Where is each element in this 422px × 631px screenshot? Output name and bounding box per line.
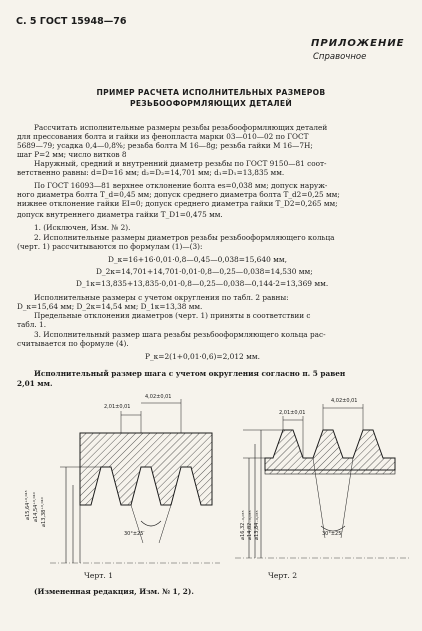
- p3-line-4: допуск внутреннего диаметра гайки T_D1=0,475 мм.: [17, 210, 223, 219]
- fig2-d1-dim: ⌀13,84₋₀,₀₃₅: [254, 510, 260, 540]
- fig2-d-dim: ⌀16,32₋₀,₀₃₅: [240, 510, 246, 540]
- fig1-d1-dim: ⌀13,38⁺⁰·⁰⁴⁰: [41, 497, 47, 527]
- p3-line-1: По ГОСТ 16093—81 верхнее отклонение болта es=0,038 мм; допуск наруж-: [34, 181, 328, 190]
- p4-line-2: D_к=15,64 мм; D_2к=14,54 мм; D_1к=13,38 мм.: [17, 302, 203, 311]
- p1-line-3: 5689—79; усадка 0,4—0,8%; резьба болта М 16—8g; резьба гайки М 16—7H;: [17, 141, 313, 150]
- p2-line-1: Наружный, средний и внутренний диаметр резьбы по ГОСТ 9150—81 соот-: [34, 159, 327, 168]
- appendix-type: Справочное: [313, 52, 367, 62]
- note-1: 1. (Исключен, Изм. № 2).: [34, 223, 131, 232]
- p1-line-1: Рассчитать исполнительные размеры резьбы резьбооформляющих деталей: [34, 123, 328, 132]
- fig1-caption: Черт. 1: [84, 571, 114, 580]
- p3-line-3: нижнее отклонение гайки EI=0; допуск среднего диаметра гайки T_D2=0,265 мм;: [17, 199, 338, 208]
- formula-4: P_к=2(1+0,01·0,6)=2,012 мм.: [145, 352, 260, 361]
- fig2-span-dim: 4,02±0,01: [331, 398, 358, 404]
- p1-line-2: для прессования болта и гайки из фенопласта марки 03—010—02 по ГОСТ: [17, 132, 309, 141]
- formula-3: D_1к=13,835+13,835·0,01·0,8—0,25—0,038—0,144·2=13,369 мм.: [76, 279, 329, 288]
- fig2-pitch-dim: 2,01±0,01: [279, 410, 306, 416]
- page-code: С. 5 ГОСТ 15948—76: [16, 16, 127, 27]
- title-line-2: РЕЗЬБООФОРМЛЯЮЩИХ ДЕТАЛЕЙ: [129, 99, 293, 108]
- p1-line-4: шаг P=2 мм; число витков 8: [17, 150, 127, 159]
- fig1-angle-dim: 30°±25′: [124, 531, 145, 537]
- title-line-1: ПРИМЕР РАСЧЕТА ИСПОЛНИТЕЛЬНЫХ РАЗМЕРОВ: [96, 88, 326, 97]
- item3-line-1: 3. Исполнительный размер шага резьбы резьбооформляющего кольца рас-: [34, 330, 326, 339]
- item2-line-1: 2. Исполнительные размеры диаметров резьбы резьбооформляющего кольца: [34, 233, 335, 242]
- fig1-d-dim: ⌀15,64⁺⁰·⁰⁴⁵: [25, 490, 31, 520]
- fig1-pitch-dim: 2,01±0,01: [104, 404, 131, 410]
- item2-line-2: (черт. 1) рассчитываются по формулам (1)—(3):: [17, 242, 203, 251]
- appendix-label: ПРИЛОЖЕНИЕ: [311, 38, 405, 49]
- ring-thread-profile: [80, 433, 212, 505]
- p3-line-2: ного диаметра болта T_d=0,45 мм; допуск среднего диаметра болта T_d2=0,25 мм;: [17, 190, 340, 199]
- p2-line-2: ветственно равны: d=D=16 мм; d₂=D₂=14,701 мм; d₁=D₁=13,835 мм.: [17, 168, 285, 177]
- p5-line-1: Предельные отклонения диаметров (черт. 1) приняты в соответствии с: [34, 311, 311, 320]
- p5-line-2: табл. 1.: [17, 320, 47, 329]
- fig2-angle-dim: 30°±25′: [322, 531, 343, 537]
- fig2-d2-dim: ⌀14,82₋₀,₀₃₅: [247, 510, 253, 540]
- drawing-2: [225, 398, 415, 573]
- screw-thread-profile: [265, 430, 395, 470]
- formula-2: D_2к=14,701+14,701·0,01·0,8—0,25—0,038=14,530 мм;: [96, 267, 313, 276]
- formula-1: D_к=16+16·0,01·0,8—0,45—0,038=15,640 мм,: [108, 255, 287, 264]
- p6-line-2: 2,01 мм.: [17, 379, 53, 388]
- fig1-d2-dim: ⌀14,54⁺⁰·⁰⁴⁰: [33, 492, 39, 522]
- drawing-1: [20, 393, 230, 578]
- item3-line-2: считывается по формуле (4).: [17, 339, 129, 348]
- fig1-span-dim: 4,02±0,01: [145, 394, 172, 400]
- footer-note: (Измененная редакция, Изм. № 1, 2).: [34, 587, 194, 596]
- fig2-caption: Черт. 2: [268, 571, 298, 580]
- p4-line-1: Исполнительные размеры с учетом округления по табл. 2 равны:: [34, 293, 289, 302]
- p6-line-1: Исполнительный размер шага с учетом округления согласно п. 5 равен: [34, 369, 346, 378]
